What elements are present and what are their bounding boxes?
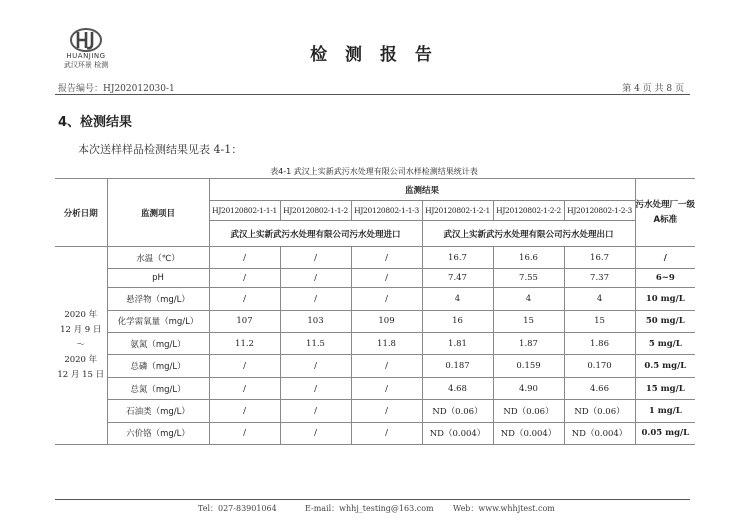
value-cell: 7.47 [422,269,493,288]
value-cell: 15 [493,310,564,332]
value-cell: 7.55 [493,269,564,288]
analysis-date-cell [55,247,107,445]
value-cell: 16.7 [422,247,493,269]
footer-divider [55,499,690,500]
value-cell: 4.66 [564,377,635,399]
results-table [55,178,695,445]
value-cell: 7.37 [564,269,635,288]
value-cell: / [209,355,280,377]
item-cell: 总磷（mg/L） [107,355,209,377]
value-cell: ND（0.004） [564,422,635,444]
value-cell: ND（0.06） [422,400,493,422]
page-number: 第 4 页 共 8 页 [622,84,684,94]
logo-text-en: HUANJING [66,52,106,60]
footer-tel: Tel：027-83901064 [198,504,277,513]
value-cell: ND（0.06） [493,400,564,422]
item-cell: 化学需氧量（mg/L） [107,310,209,332]
header-monitoring-item: 监测项目 [107,179,209,247]
value-cell: 4 [564,288,635,310]
table-row [55,269,695,288]
inlet-location: 武汉上实新武污水处理有限公司污水处理进口 [209,221,422,247]
header-analysis-date: 分析日期 [55,179,107,247]
standard-cell: 15 mg/L [635,377,695,399]
standard-cell: 10 mg/L [635,288,695,310]
value-cell: / [209,288,280,310]
item-cell: 六价铬（mg/L） [107,422,209,444]
value-cell: 0.170 [564,355,635,377]
sample-id: HJ20120802-1-2-1 [422,201,493,221]
value-cell: 1.87 [493,333,564,355]
value-cell: 11.5 [280,333,351,355]
value-cell: / [280,269,351,288]
outlet-location: 武汉上实新武污水处理有限公司污水处理出口 [422,221,635,247]
value-cell: / [209,400,280,422]
value-cell: / [209,422,280,444]
value-cell: 4.90 [493,377,564,399]
table-row [55,400,695,422]
value-cell: 107 [209,310,280,332]
analysis-date-text: 2020 年 12 月 9 日 ～ 2020 年 12 月 15 日 [57,310,105,380]
value-cell: / [280,247,351,269]
section-heading: 4、检测结果 [58,115,133,130]
value-cell: 11.2 [209,333,280,355]
value-cell: 103 [280,310,351,332]
sample-id: HJ20120802-1-2-2 [493,201,564,221]
value-cell: / [351,400,422,422]
value-cell: / [351,422,422,444]
value-cell: 11.8 [351,333,422,355]
table-row [55,377,695,399]
header-standard: 污水处理厂一级A标准 [635,179,695,247]
standard-cell: 1 mg/L [635,400,695,422]
value-cell: 15 [564,310,635,332]
value-cell: ND（0.004） [422,422,493,444]
table-caption: 表4-1 武汉上实新武污水处理有限公司水样检测结果统计表 [270,167,478,176]
logo-text-cn: 武汉环景 检测 [63,61,109,69]
footer-email: E-mail：whhj_testing@163.com [305,504,434,513]
value-cell: 1.86 [564,333,635,355]
document-title: 检 测 报 告 [310,45,438,65]
sample-id: HJ20120802-1-1-2 [280,201,351,221]
table-row [55,422,695,444]
standard-cell: 5 mg/L [635,333,695,355]
value-cell: 0.187 [422,355,493,377]
item-cell: 悬浮物（mg/L） [107,288,209,310]
value-cell: 16.6 [493,247,564,269]
value-cell: / [351,288,422,310]
table-row [55,247,695,269]
standard-cell: / [635,247,695,269]
value-cell: / [209,269,280,288]
value-cell: 16 [422,310,493,332]
table-row [55,288,695,310]
value-cell: 0.159 [493,355,564,377]
table-row [55,333,695,355]
value-cell: / [280,288,351,310]
header-divider [55,94,690,95]
value-cell: / [209,377,280,399]
table-row [55,310,695,332]
value-cell: 4.68 [422,377,493,399]
item-cell: 石油类（mg/L） [107,400,209,422]
sample-id: HJ20120802-1-1-1 [209,201,280,221]
item-cell: 氨氮（mg/L） [107,333,209,355]
value-cell: / [280,400,351,422]
standard-cell: 0.05 mg/L [635,422,695,444]
value-cell: 109 [351,310,422,332]
value-cell: ND（0.06） [564,400,635,422]
table-row [55,355,695,377]
sample-id: HJ20120802-1-2-3 [564,201,635,221]
value-cell: / [351,269,422,288]
standard-cell: 6~9 [635,269,695,288]
standard-cell: 0.5 mg/L [635,355,695,377]
value-cell: / [280,355,351,377]
value-cell: / [351,247,422,269]
value-cell: / [351,377,422,399]
value-cell: / [280,422,351,444]
standard-cell: 50 mg/L [635,310,695,332]
value-cell: ND（0.004） [493,422,564,444]
value-cell: 1.81 [422,333,493,355]
intro-text: 本次送样样品检测结果见表 4-1： [78,143,243,156]
sample-id: HJ20120802-1-1-3 [351,201,422,221]
value-cell: / [280,377,351,399]
header-monitoring-results: 监测结果 [209,179,635,201]
value-cell: 16.7 [564,247,635,269]
footer-web: Web：www.whhjtest.com [453,504,555,513]
item-cell: 水温（℃） [107,247,209,269]
item-cell: 总氮（mg/L） [107,377,209,399]
value-cell: 4 [493,288,564,310]
item-cell: pH [107,269,209,288]
report-number: 报告编号：HJ202012030-1 [58,84,175,94]
value-cell: / [209,247,280,269]
value-cell: / [351,355,422,377]
value-cell: 4 [422,288,493,310]
